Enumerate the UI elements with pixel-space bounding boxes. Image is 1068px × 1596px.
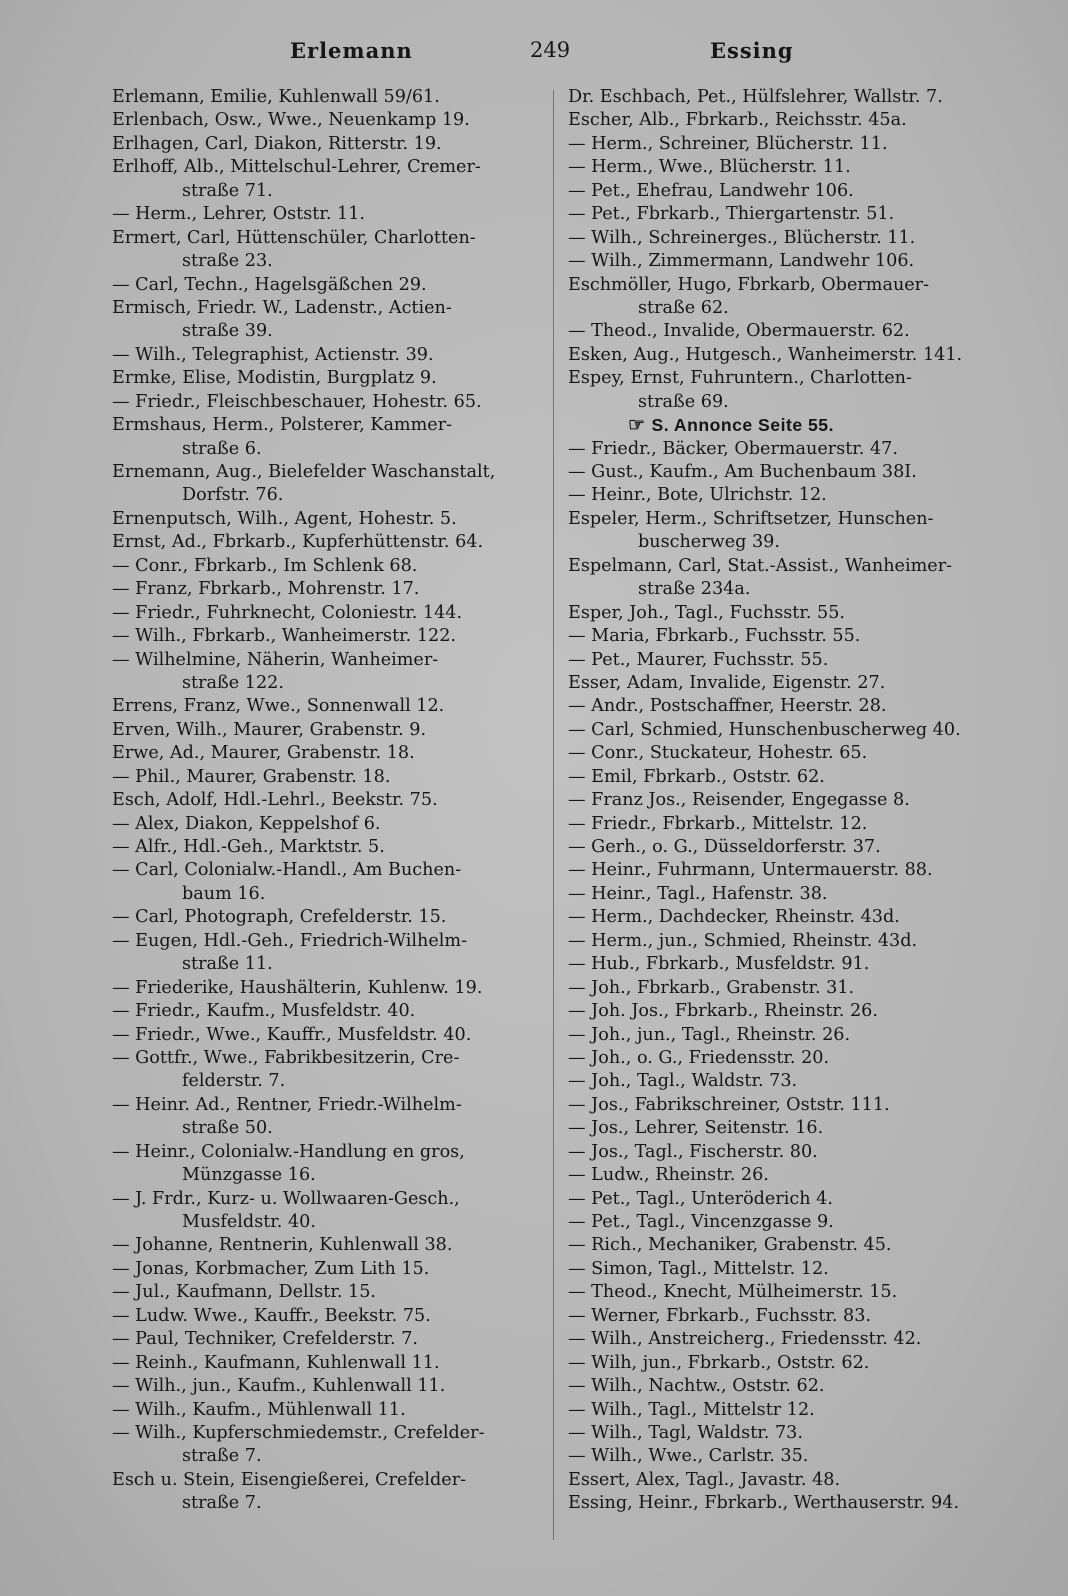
directory-entry-line: [568, 367, 1008, 390]
directory-entry-line: [568, 1188, 1008, 1211]
entry-text: Esser, Adam, Invalide, Eigenstr. 27.: [568, 672, 886, 693]
entry-text: — Friedr., Fleischbeschauer, Hohestr. 65.: [112, 391, 482, 412]
directory-entry-line: [112, 461, 542, 484]
entry-text: straße 69.: [638, 391, 729, 412]
entry-text: — Wilh., Nachtw., Oststr. 62.: [568, 1376, 825, 1397]
directory-entry-line: [112, 672, 542, 695]
directory-entry-line: [568, 672, 1008, 695]
entry-text: — Heinr. Ad., Rentner, Friedr.-Wilhelm-: [112, 1094, 462, 1115]
entry-text: straße 71.: [182, 180, 273, 201]
directory-entry-line: [112, 1047, 542, 1070]
entry-text: — Wilhelmine, Näherin, Wanheimer-: [112, 649, 439, 670]
header-right-keyword: Essing: [710, 38, 794, 63]
entry-text: straße 7.: [182, 1446, 262, 1467]
entry-text: — Franz Jos., Reisender, Engegasse 8.: [568, 790, 910, 811]
entry-text: — Theod., Invalide, Obermauerstr. 62.: [568, 321, 910, 342]
directory-entry-line: [112, 1328, 542, 1351]
directory-entry-line: [112, 859, 542, 882]
directory-entry-line: [112, 883, 542, 906]
directory-entry-line: [568, 1047, 1008, 1070]
entry-text: — Wilh., Tagl, Waldstr. 73.: [568, 1422, 803, 1443]
pointing-hand-icon: ☞: [628, 415, 646, 437]
directory-entry-line: [568, 250, 1008, 273]
entry-text: — Friedr., Wwe., Kauffr., Musfeldstr. 40.: [112, 1024, 472, 1045]
entry-text: — Conr., Stuckateur, Hohestr. 65.: [568, 743, 868, 764]
entry-text: — Wilh., Anstreicherg., Friedensstr. 42.: [568, 1329, 922, 1350]
directory-entry-line: [568, 438, 1008, 461]
directory-entry-line: [568, 695, 1008, 718]
entry-text: — Jos., Tagl., Fischerstr. 80.: [568, 1141, 818, 1162]
entry-text: — Ludw. Wwe., Kauffr., Beekstr. 75.: [112, 1305, 431, 1326]
entry-text: — Friedr., Fbrkarb., Mittelstr. 12.: [568, 813, 868, 834]
entry-text: Erlhagen, Carl, Diakon, Ritterstr. 19.: [112, 133, 442, 154]
directory-entry-line: [568, 953, 1008, 976]
directory-entry-line: [112, 836, 542, 859]
entry-text: — Joh., Fbrkarb., Grabenstr. 31.: [568, 977, 855, 998]
entry-text: — Wilh., Fbrkarb., Wanheimerstr. 122.: [112, 626, 456, 647]
directory-entry-line: [112, 484, 542, 507]
entry-text: — Paul, Techniker, Crefelderstr. 7.: [112, 1329, 418, 1350]
directory-entry-line: [568, 578, 1008, 601]
directory-entry-line: [568, 227, 1008, 250]
entry-text: — Conr., Fbrkarb., Im Schlenk 68.: [112, 555, 418, 576]
directory-entry-line: [568, 156, 1008, 179]
entry-text: straße 6.: [182, 438, 262, 459]
directory-entry-line: [112, 320, 542, 343]
directory-entry-line: [568, 1117, 1008, 1140]
directory-entry-line: [112, 1281, 542, 1304]
directory-entry-line: [568, 625, 1008, 648]
entry-text: — Gust., Kaufm., Am Buchenbaum 38I.: [568, 462, 917, 482]
entry-text: Ermert, Carl, Hüttenschüler, Charlotten-: [112, 227, 476, 248]
entry-text: — Alfr., Hdl.-Geh., Marktstr. 5.: [112, 837, 385, 857]
entry-text: — Heinr., Tagl., Hafenstr. 38.: [568, 883, 828, 904]
entry-text: Dorfstr. 76.: [182, 485, 284, 506]
directory-entry-line: [112, 1000, 542, 1023]
directory-entry-line: [112, 953, 542, 976]
entry-text: — Jonas, Korbmacher, Zum Lith 15.: [112, 1258, 430, 1279]
directory-entry-line: [568, 1094, 1008, 1117]
directory-entry-line: [112, 1422, 542, 1445]
directory-entry-line: [112, 1164, 542, 1187]
directory-entry-line: [112, 813, 542, 836]
entry-text: Erlhoff, Alb., Mittelschul-Lehrer, Cremer-: [112, 157, 481, 178]
directory-entry-line: [112, 1070, 542, 1093]
directory-entry-line: [112, 695, 542, 718]
entry-text: — Carl, Colonialw.-Handl., Am Buchen-: [112, 860, 462, 881]
entry-text: — Wilh., Kupferschmiedemstr., Crefelder-: [112, 1422, 485, 1443]
entry-text: — Ludw., Rheinstr. 26.: [568, 1165, 769, 1186]
entry-text: — Maria, Fbrkarb., Fuchsstr. 55.: [568, 626, 861, 647]
directory-entry-line: [568, 531, 1008, 554]
directory-entry-line: [568, 1234, 1008, 1257]
entry-text: straße 62.: [638, 297, 729, 318]
directory-entry-line: [112, 766, 542, 789]
directory-entry-line: [112, 1399, 542, 1422]
directory-entry-line: [568, 508, 1008, 531]
entry-text: — Herm., Schreiner, Blücherstr. 11.: [568, 133, 888, 154]
entry-text: — Theod., Knecht, Mülheimerstr. 15.: [568, 1282, 898, 1303]
entry-text: — Herm., Wwe., Blücherstr. 11.: [568, 157, 851, 178]
entry-text: — Joh., Tagl., Waldstr. 73.: [568, 1071, 798, 1092]
entry-text: — Phil., Maurer, Grabenstr. 18.: [112, 766, 391, 787]
entry-text: — Alex, Diakon, Keppelshof 6.: [112, 813, 381, 834]
entry-text: — Simon, Tagl., Mittelstr. 12.: [568, 1258, 829, 1279]
entry-text: Dr. Eschbach, Pet., Hülfslehrer, Wallstr. 7.: [568, 87, 943, 107]
directory-entry-line: [112, 344, 542, 367]
entry-text: Ermisch, Friedr. W., Ladenstr., Actien-: [112, 297, 452, 318]
directory-entry-line: [568, 789, 1008, 812]
directory-entry-line: [568, 1352, 1008, 1375]
entry-text: Münzgasse 16.: [182, 1165, 316, 1186]
entry-text: buscherweg 39.: [638, 532, 780, 553]
directory-entry-line: [112, 1352, 542, 1375]
entry-text: — Wilh., Telegraphist, Actienstr. 39.: [112, 344, 434, 365]
directory-entry-line: [568, 555, 1008, 578]
directory-entry-line: [568, 1492, 1008, 1515]
entry-text: — Joh., jun., Tagl., Rheinstr. 26.: [568, 1024, 851, 1045]
directory-entry-line: [112, 906, 542, 929]
entry-text: — Pet., Tagl., Unteröderich 4.: [568, 1188, 833, 1209]
entry-text: — Heinr., Fuhrmann, Untermauerstr. 88.: [568, 860, 933, 881]
directory-entry-line: [112, 1469, 542, 1492]
directory-entry-line: [112, 930, 542, 953]
directory-entry-line: [112, 414, 542, 437]
directory-entry-line: [568, 930, 1008, 953]
entry-text: — Herm., jun., Schmied, Rheinstr. 43d.: [568, 930, 918, 951]
entry-text: Espeler, Herm., Schriftsetzer, Hunschen-: [568, 508, 934, 529]
directory-entry-line: [112, 1492, 542, 1515]
directory-entry-line: [112, 1211, 542, 1234]
entry-text: — Wilh., jun., Kaufm., Kuhlenwall 11.: [112, 1376, 446, 1397]
entry-text: baum 16.: [182, 883, 266, 904]
directory-entry-line: [112, 977, 542, 1000]
directory-entry-line: [568, 297, 1008, 320]
entry-text: — Gottfr., Wwe., Fabrikbesitzerin, Cre-: [112, 1047, 460, 1068]
directory-entry-line: [112, 156, 542, 179]
directory-entry-line: [568, 883, 1008, 906]
entry-text: Erlemann, Emilie, Kuhlenwall 59/61.: [112, 87, 440, 107]
column-divider: [553, 90, 554, 1540]
entry-text: Essert, Alex, Tagl., Javastr. 48.: [568, 1469, 841, 1490]
directory-entry-line: [568, 86, 1008, 109]
directory-entry-line: [568, 906, 1008, 929]
entry-text: Escher, Alb., Fbrkarb., Reichsstr. 45a.: [568, 110, 907, 131]
entry-text: — Jul., Kaufmann, Dellstr. 15.: [112, 1282, 376, 1303]
entry-text: — Friedr., Kaufm., Musfeldstr. 40.: [112, 1001, 416, 1022]
entry-text: Erwe, Ad., Maurer, Grabenstr. 18.: [112, 743, 415, 764]
entry-text: — Heinr., Colonialw.-Handlung en gros,: [112, 1141, 465, 1162]
directory-entry-line: [112, 602, 542, 625]
entry-text: — Friedr., Fuhrknecht, Coloniestr. 144.: [112, 602, 463, 623]
page-number: 249: [530, 38, 571, 62]
entry-text: felderstr. 7.: [182, 1071, 286, 1092]
directory-entry-line: [568, 344, 1008, 367]
directory-entry-line: [112, 227, 542, 250]
directory-entry-line: [568, 719, 1008, 742]
directory-entry-line: [568, 1164, 1008, 1187]
directory-entry-line: [568, 1399, 1008, 1422]
directory-entry-line: [112, 742, 542, 765]
entry-text: — Pet., Maurer, Fuchsstr. 55.: [568, 649, 829, 670]
entry-text: — Johanne, Rentnerin, Kuhlenwall 38.: [112, 1235, 453, 1256]
entry-text: — Friederike, Haushälterin, Kuhlenw. 19.: [112, 977, 483, 998]
entry-text: Espey, Ernst, Fuhruntern., Charlotten-: [568, 368, 912, 389]
entry-text: — Friedr., Bäcker, Obermauerstr. 47.: [568, 438, 898, 459]
directory-entry-line: [112, 1024, 542, 1047]
directory-entry-line: [568, 1445, 1008, 1468]
left-column: [112, 86, 542, 1516]
entry-text: — Rich., Mechaniker, Grabenstr. 45.: [568, 1235, 892, 1256]
entry-text: — Andr., Postschaffner, Heerstr. 28.: [568, 696, 887, 717]
entry-text: Ermshaus, Herm., Polsterer, Kammer-: [112, 415, 453, 436]
directory-entry-line: [568, 1000, 1008, 1023]
directory-entry-line: [568, 274, 1008, 297]
directory-entry-line: [112, 1305, 542, 1328]
entry-text: — Jos., Lehrer, Seitenstr. 16.: [568, 1118, 824, 1139]
directory-entry-line: [112, 649, 542, 672]
entry-text: — Jos., Fabrikschreiner, Oststr. 111.: [568, 1094, 890, 1115]
entry-text: straße 122.: [182, 672, 284, 693]
entry-text: — Werner, Fbrkarb., Fuchsstr. 83.: [568, 1305, 872, 1326]
directory-entry-line: [112, 367, 542, 390]
entry-text: Eschmöller, Hugo, Fbrkarb, Obermauer-: [568, 274, 930, 295]
entry-text: — J. Frdr., Kurz- u. Wollwaaren-Gesch.,: [112, 1188, 460, 1209]
entry-text: Erlenbach, Osw., Wwe., Neuenkamp 19.: [112, 110, 470, 131]
entry-text: — Wilh., Wwe., Carlstr. 35.: [568, 1446, 809, 1467]
directory-entry-line: [112, 1117, 542, 1140]
directory-entry-line: [112, 555, 542, 578]
directory-entry-line: [568, 1070, 1008, 1093]
directory-entry-line: [568, 977, 1008, 1000]
directory-entry-line: [568, 1375, 1008, 1398]
entry-text: Musfeldstr. 40.: [182, 1212, 316, 1232]
entry-text: — Heinr., Bote, Ulrichstr. 12.: [568, 485, 827, 506]
directory-entry-line: [112, 1188, 542, 1211]
directory-entry-line: [568, 1305, 1008, 1328]
entry-text: — Hub., Fbrkarb., Musfeldstr. 91.: [568, 954, 870, 975]
directory-entry-line: [568, 203, 1008, 226]
directory-entry-line: [568, 1328, 1008, 1351]
entry-text: — Wilh., Tagl., Mittelstr 12.: [568, 1399, 815, 1420]
directory-entry-line: [568, 813, 1008, 836]
directory-entry-line: [112, 1258, 542, 1281]
entry-text: Errens, Franz, Wwe., Sonnenwall 12.: [112, 696, 445, 717]
directory-entry-line: [112, 531, 542, 554]
entry-text: Essing, Heinr., Fbrkarb., Werthauserstr. 94.: [568, 1493, 960, 1514]
directory-entry-line: [568, 1024, 1008, 1047]
page-header: [112, 38, 992, 74]
directory-entry-line: [568, 859, 1008, 882]
entry-text: — Carl, Schmied, Hunschenbuscherweg 40.: [568, 719, 961, 740]
directory-entry-line: [112, 109, 542, 132]
directory-entry-line: [112, 133, 542, 156]
entry-text: — Reinh., Kaufmann, Kuhlenwall 11.: [112, 1352, 440, 1373]
entry-text: Esken, Aug., Hutgesch., Wanheimerstr. 141.: [568, 344, 963, 365]
directory-entry-line: [568, 1469, 1008, 1492]
entry-text: Ernst, Ad., Fbrkarb., Kupferhüttenstr. 64.: [112, 532, 484, 553]
entry-text: Esch u. Stein, Eisengießerei, Crefelder-: [112, 1469, 467, 1490]
entry-text: — Gerh., o. G., Düsseldorferstr. 37.: [568, 837, 881, 857]
directory-entry-line: [568, 1281, 1008, 1304]
directory-entry-line: [112, 1094, 542, 1117]
directory-entry-line: [568, 320, 1008, 343]
entry-text: straße 7.: [182, 1493, 262, 1514]
entry-text: S. Annonce Seite 55.: [651, 415, 834, 436]
directory-entry-line: [568, 133, 1008, 156]
directory-entry-line: [568, 836, 1008, 859]
entry-text: Ernemann, Aug., Bielefelder Waschanstalt,: [112, 462, 496, 482]
entry-text: — Wilh., Kaufm., Mühlenwall 11.: [112, 1399, 406, 1420]
directory-entry-line: [112, 719, 542, 742]
directory-entry-line: [112, 625, 542, 648]
directory-entry-line: [568, 109, 1008, 132]
directory-entry-line: [112, 508, 542, 531]
entry-text: Esch, Adolf, Hdl.-Lehrl., Beekstr. 75.: [112, 790, 438, 811]
entry-text: — Joh. Jos., Fbrkarb., Rheinstr. 26.: [568, 1001, 878, 1022]
entry-text: — Herm., Lehrer, Oststr. 11.: [112, 204, 365, 225]
entry-text: straße 39.: [182, 321, 273, 342]
directory-entry-line: [568, 484, 1008, 507]
directory-entry-line: [568, 391, 1008, 414]
directory-entry-line: [568, 766, 1008, 789]
entry-text: — Carl, Techn., Hagelsgäßchen 29.: [112, 274, 427, 295]
directory-entry-line: [112, 180, 542, 203]
entry-text: — Wilh., Schreinerges., Blücherstr. 11.: [568, 227, 916, 248]
entry-text: — Herm., Dachdecker, Rheinstr. 43d.: [568, 907, 900, 928]
entry-text: — Pet., Ehefrau, Landwehr 106.: [568, 180, 854, 201]
entry-text: — Franz, Fbrkarb., Mohrenstr. 17.: [112, 579, 420, 600]
directory-entry-line: [112, 1234, 542, 1257]
directory-entry-line: [112, 297, 542, 320]
directory-entry-line: [112, 391, 542, 414]
directory-entry-line: [112, 274, 542, 297]
directory-entry-line: [112, 1375, 542, 1398]
entry-text: — Pet., Tagl., Vincenzgasse 9.: [568, 1212, 834, 1232]
directory-entry-line: [568, 649, 1008, 672]
directory-entry-line: [568, 1211, 1008, 1234]
entry-text: Erven, Wilh., Maurer, Grabenstr. 9.: [112, 719, 427, 740]
directory-entry-line: [112, 438, 542, 461]
entry-text: — Joh., o. G., Friedensstr. 20.: [568, 1047, 830, 1068]
directory-entry-line: [112, 1141, 542, 1164]
directory-entry-line: [568, 1422, 1008, 1445]
directory-entry-line: [112, 203, 542, 226]
entry-text: straße 234a.: [638, 579, 751, 600]
entry-text: — Emil, Fbrkarb., Oststr. 62.: [568, 766, 825, 787]
entry-text: straße 11.: [182, 954, 273, 975]
entry-text: Ermke, Elise, Modistin, Burgplatz 9.: [112, 368, 437, 389]
right-column: [568, 86, 1008, 1516]
directory-entry-line: [112, 250, 542, 273]
entry-text: Ernenputsch, Wilh., Agent, Hohestr. 5.: [112, 508, 457, 529]
entry-text: — Wilh., Zimmermann, Landwehr 106.: [568, 251, 915, 272]
entry-text: straße 23.: [182, 251, 273, 272]
directory-entry-line: [568, 1141, 1008, 1164]
entry-text: straße 50.: [182, 1118, 273, 1139]
directory-entry-line: [568, 742, 1008, 765]
entry-text: Esper, Joh., Tagl., Fuchsstr. 55.: [568, 602, 845, 623]
directory-entry-line: [112, 578, 542, 601]
entry-text: Espelmann, Carl, Stat.-Assist., Wanheimer-: [568, 555, 953, 576]
entry-text: — Carl, Photograph, Crefelderstr. 15.: [112, 907, 447, 928]
entry-text: — Eugen, Hdl.-Geh., Friedrich-Wilhelm-: [112, 930, 468, 951]
header-left-keyword: Erlemann: [290, 38, 413, 63]
directory-entry-line: [568, 461, 1008, 484]
directory-entry-line: [112, 1445, 542, 1468]
directory-entry-line: [568, 180, 1008, 203]
entry-text: — Wilh, jun., Fbrkarb., Oststr. 62.: [568, 1352, 870, 1373]
entry-text: — Pet., Fbrkarb., Thiergartenstr. 51.: [568, 204, 895, 225]
directory-entry-line: [112, 789, 542, 812]
directory-entry-line: [568, 602, 1008, 625]
annonce-reference: [568, 414, 1008, 437]
directory-entry-line: [568, 1258, 1008, 1281]
directory-entry-line: [112, 86, 542, 109]
